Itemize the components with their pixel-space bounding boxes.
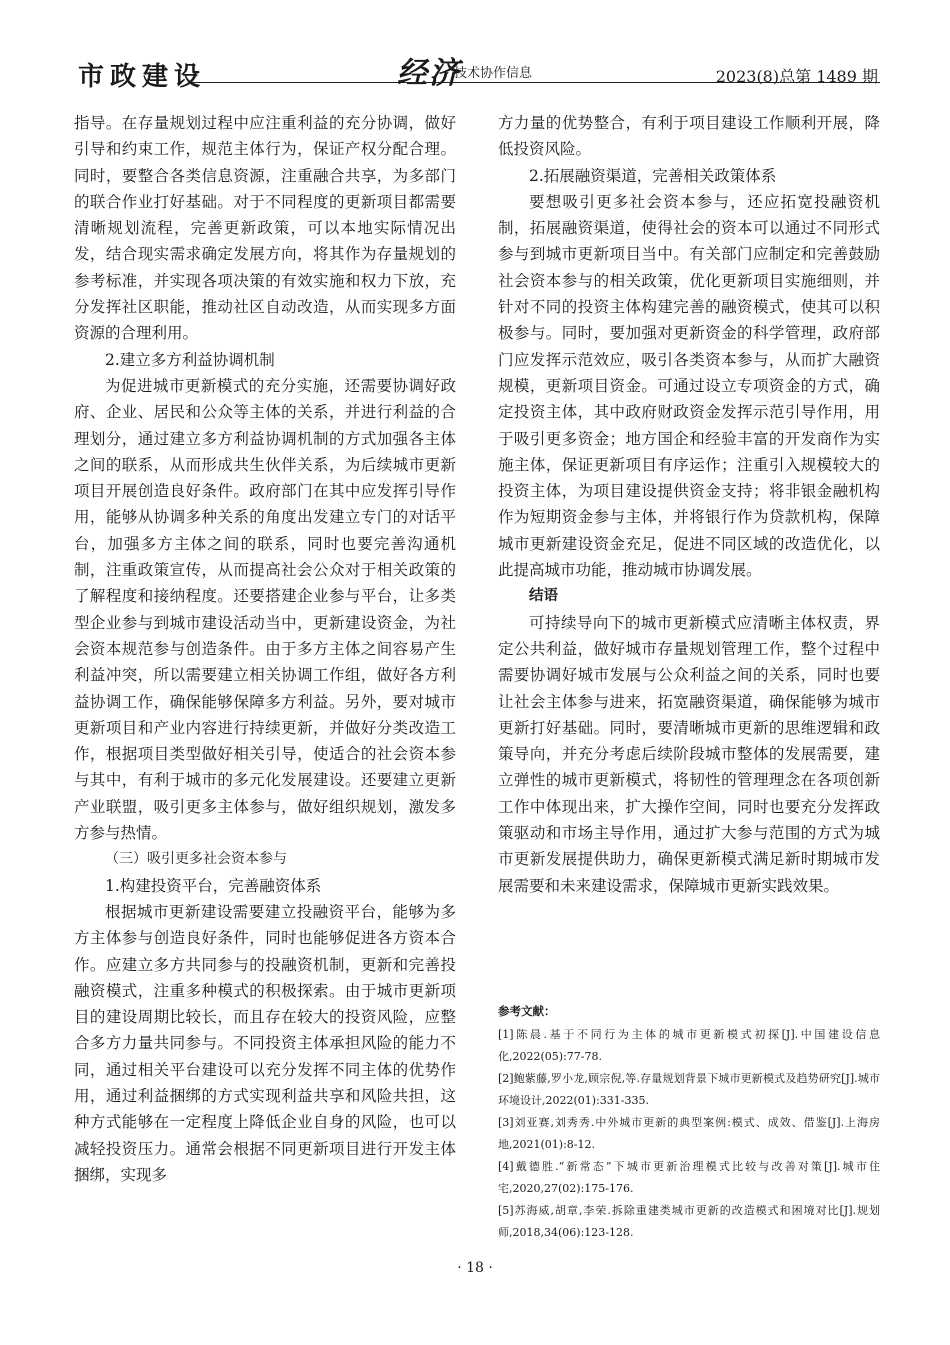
journal-logo: 经济 [397,56,461,91]
section-heading: （三）吸引更多社会资本参与 [105,851,287,868]
section-heading: 1.构建投资平台，完善融资体系 [105,876,322,895]
section-heading: 2.建立多方利益协调机制 [105,350,275,369]
reference-list [498,1024,880,1244]
issue-number: 2023(8)总第 1489 期 [715,67,878,86]
references [498,1000,880,1244]
left-column [74,110,456,1188]
journal-logo-subtitle: 技术协作信息 [454,66,533,81]
paragraph: 方力量的优势整合，有利于项目建设工作顺利开展，降低投资风险。 [498,114,880,159]
section-title: 市政建设 [78,62,207,92]
reference-item: [4]戴德胜.“新常态”下城市更新治理模式比较与改善对策[J].城市住宅,2020,27(02):175-176. [498,1160,880,1195]
reference-item: [5]苏海威,胡章,李荣.拆除重建类城市更新的改造模式和困境对比[J].规划师,2018,34(06):123-128. [498,1204,880,1239]
paragraph: 指导。在存量规划过程中应注重利益的充分协调，做好引导和约束工作，规范主体行为，保证产权分配合理。同时，要整合各类信息资源，注重融合共享，为多部门的联合作业打好基础。对于不同程度的更新项目都需要清晰规划流程，完善更新政策，可以本地实际情况出发，结合现实需求确定发展方向，将其作为存量规划的参考标准，并实现各项决策的有效实施和权力下放，充分发挥社区职能，推动社区自动改造，从而实现多方面资源的合理利用。 [74,114,456,343]
reference-item: [3]刘亚赛,刘秀秀.中外城市更新的典型案例:模式、成效、借鉴[J].上海房地,2021(01):8-12. [498,1116,880,1151]
reference-item: [1]陈晨.基于不同行为主体的城市更新模式初探[J].中国建设信息化,2022(05):77-78. [498,1028,880,1063]
paragraph: 为促进城市更新模式的充分实施，还需要协调好政府、企业、居民和公众等主体的关系，并进行利益的合理划分，通过建立多方利益协调机制的方式加强各主体之间的联系，从而形成共生伙伴关系，为后续城市更新项目开展创造良好条件。政府部门在其中应发挥引导作用，能够从协调多种关系的角度出发建立专门的对话平台，加强多方主体之间的联系，同时也要完善沟通机制，注重政策宣传，从而提高社会公众对于相关政策的了解程度和接纳程度。还要搭建企业参与平台，让多类型企业参与到城市建设活动当中，更新建设资金，为社会资本规范参与创造条件。由于多方主体之间容易产生利益冲突，所以需要建立相关协调工作组，做好各方利益协调工作，确保能够保障多方利益。另外，要对城市更新项目和产业内容进行持续更新，并做好分类改造工作，根据项目类型做好相关引导，使适合的社会资本参与其中，有利于城市的多元化发展建设。还要建立更新产业联盟，吸引更多主体参与，做好组织规划，激发多方参与热情。 [74,376,456,843]
paragraph: 要想吸引更多社会资本参与，还应拓宽投融资机制，拓展融资渠道，使得社会的资本可以通过不同形式参与到城市更新项目当中。有关部门应制定和完善鼓励社会资本参与的相关政策，优化更新项目实施细则，并针对不同的投资主体构建完善的融资模式，使其可以积极参与。同时，要加强对更新资金的科学管理，政府部门应发挥示范效应，吸引各类资本参与，从而扩大融资规模，更新项目资金。可通过设立专项资金的方式，确定投资主体，其中政府财政资金发挥示范引导作用，用于吸引更多资金；地方国企和经验丰富的开发商作为实施主体，保证更新项目有序运作；注重引入规模较大的投资主体，为项目建设提供资金支持；将非银金融机构作为短期资金参与主体，并将银行作为贷款机构，保障城市更新建设资金充足，促进不同区域的改造优化，以此提高城市功能，推动城市协调发展。 [498,192,880,580]
paragraph: 根据城市更新建设需要建立投融资平台，能够为多方主体参与创造良好条件，同时也能够促进各方资本合作。应建立多方共同参与的投融资机制，更新和完善投融资模式，注重多种模式的积极探索。由于城市更新项目的建设周期比较长，而且存在较大的投资风险，应整合多方力量共同参与。不同投资主体承担风险的能力不同，通过相关平台建设可以充分发挥不同主体的优势作用，通过利益捆绑的方式实现利益共享和风险共担，这种方式能够在一定程度上降低企业自身的风险，也可以减轻投资压力。通常会根据不同更新项目进行开发主体捆绑，实现多 [74,902,456,1184]
paragraph: 可持续导向下的城市更新模式应清晰主体权责，界定公共利益，做好城市存量规划管理工作，整个过程中需要协调好城市发展与公众利益之间的关系，同时也要让社会主体参与进来，拓宽融资渠道，确保能够为城市更新打好基础。同时，要清晰城市更新的思维逻辑和政策导向，并充分考虑后续阶段城市整体的发展需要，建立弹性的城市更新模式，将韧性的管理理念在各项创新工作中体现出来，扩大操作空间，同时也要充分发挥政策驱动和市场主导作用，通过扩大参与范围的方式为城市更新发展提供助力，确保更新模式满足新时期城市发展需要和未来建设需求，保障城市更新实践效果。 [498,613,880,895]
header-rule [190,82,880,83]
reference-item: [2]鲍紫藤,罗小龙,顾宗倪,等.存量规划背景下城市更新模式及趋势研究[J].城市环境设计,2022(01):331-335. [498,1072,880,1107]
right-column [498,110,880,899]
section-heading: 结语 [529,588,558,605]
references-title: 参考文献： [498,1004,556,1018]
page-header [72,48,880,92]
page-number: · 18 · [457,1260,493,1276]
section-heading: 2.拓展融资渠道，完善相关政策体系 [529,166,777,185]
